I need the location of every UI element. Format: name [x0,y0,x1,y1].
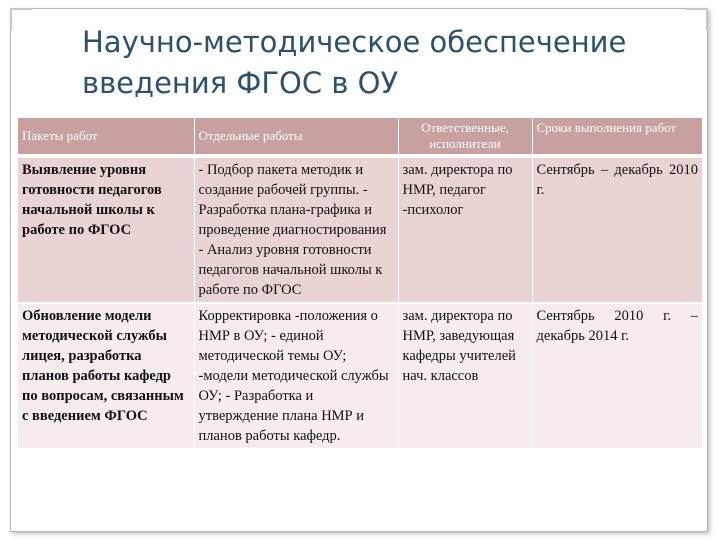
table-row [18,156,702,303]
corner-decoration-left [10,8,32,30]
header-packages: Пакеты работ [18,118,194,156]
cell-package: Обновление модели методической службы лицея, разработка планов работы кафедр по вопросам, связанным с введением ФГОС [18,303,194,448]
cell-package: Выявление уровня готовности педагогов начальной школы к работе по ФГОС [18,156,194,303]
header-works: Отдельные работы [194,118,398,156]
cell-deadline: Сентябрь 2010 г. – декабрь 2014 г. [532,303,702,448]
slide-title: Научно-методическое обеспечение введения ФГОС в ОУ [82,25,627,100]
cell-responsible: зам. директора по НМР, педагог -психолог [398,156,532,303]
header-responsible: Ответственные, исполнители [398,118,532,156]
work-plan-table [18,118,702,448]
corner-decoration-right [686,8,708,30]
cell-works: Корректировка -положения о НМР в ОУ; - единой методической темы ОУ; -модели методической службы ОУ; - Разработка и утверждение плана НМР и планов работы кафедр. [194,303,398,448]
table-header-row [18,118,702,156]
header-deadline: Сроки выполнения работ [532,118,702,156]
table-row [18,303,702,448]
cell-works: - Подбор пакета методик и создание рабочей группы. - Разработка плана-графика и проведение диагностирования - Анализ уровня готовности педагогов начальной школы к работе по ФГОС [194,156,398,303]
cell-responsible: зам. директора по НМР, заведующая кафедры учителей нач. классов [398,303,532,448]
cell-deadline: Сентябрь – декабрь 2010 г. [532,156,702,303]
